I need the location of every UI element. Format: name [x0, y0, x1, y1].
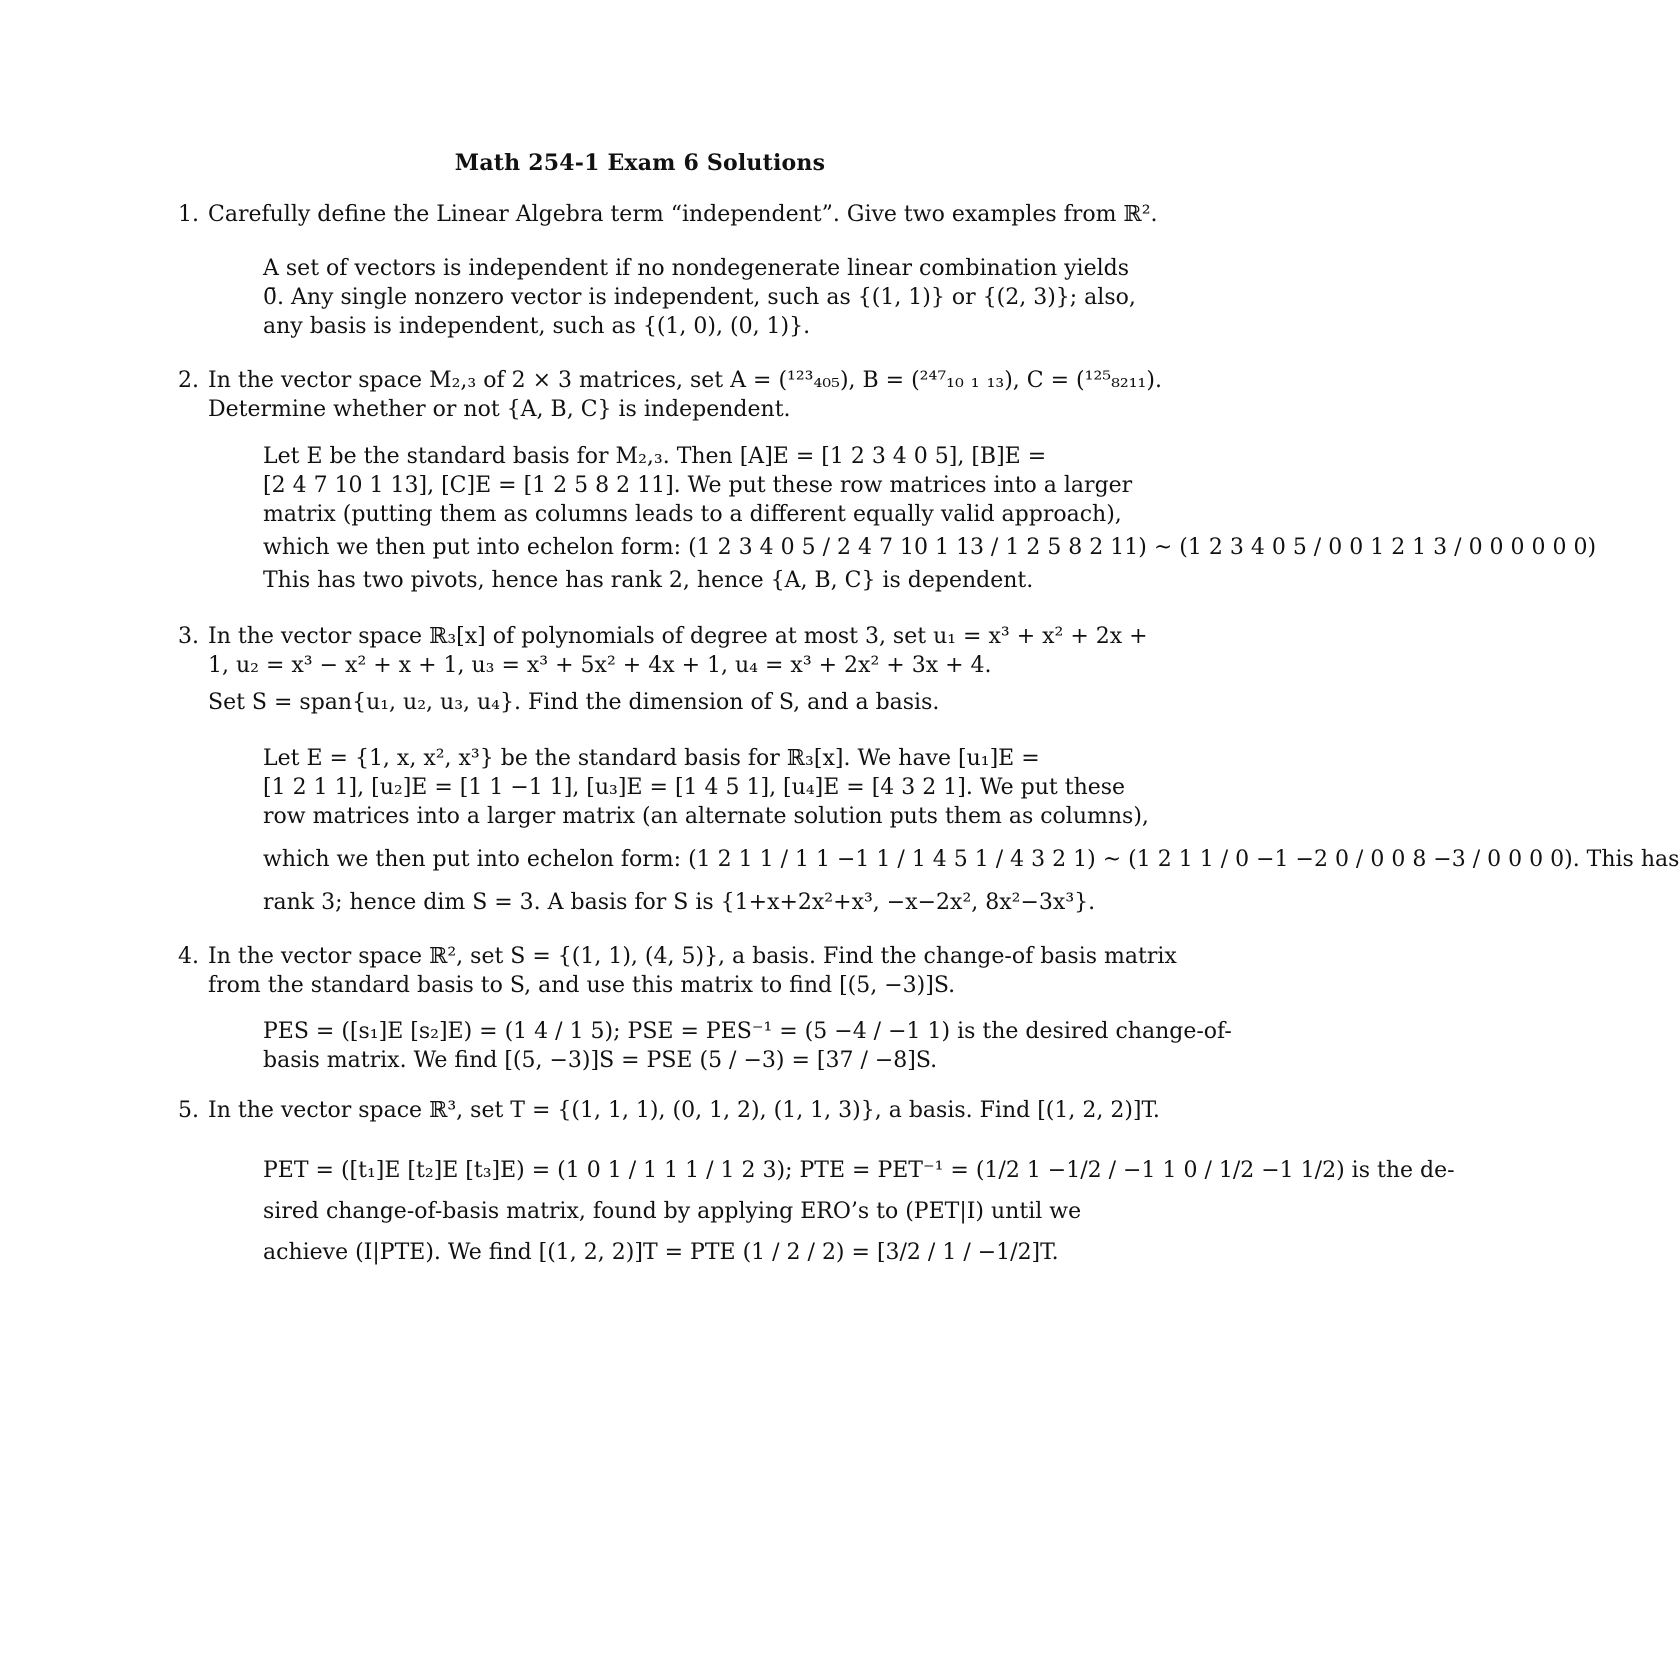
solution-line: Let E = {1, x, x², x³} be the standard basis for ℝ₃[x]. We have [u₁]E =: [263, 746, 1040, 771]
solution-line: which we then put into echelon form: (1 2 1 1 / 1 1 −1 1 / 1 4 5 1 / 4 3 2 1) ~ (1 2 1 1 / 0 −1 −2 0 / 0 0 8 −3 / 0 0 0 0). This has: [263, 847, 1679, 872]
solution-line: This has two pivots, hence has rank 2, hence {A, B, C} is dependent.: [263, 568, 1034, 593]
problem-number: 4.: [178, 944, 199, 969]
solution-line: rank 3; hence dim S = 3. A basis for S is {1+x+2x²+x³, −x−2x², 8x²−3x³}.: [263, 890, 1096, 915]
problem-statement-line: In the vector space ℝ₃[x] of polynomials of degree at most 3, set u₁ = x³ + x² + 2x +: [208, 624, 1148, 649]
problem-number: 5.: [178, 1098, 199, 1123]
solution-3: [263, 744, 1679, 917]
problem-statement-line: In the vector space M₂,₃ of 2 × 3 matrices, set A = (¹²³₄₀₅), B = (²⁴⁷₁₀ ₁ ₁₃), C = (¹²⁵₈₂₁₁).: [208, 368, 1162, 393]
problem-statement-line: In the vector space ℝ³, set T = {(1, 1, 1), (0, 1, 2), (1, 1, 3)}, a basis. Find [(1, 2, 2)]T.: [208, 1098, 1160, 1123]
problem-3: [178, 622, 1148, 717]
solution-line: Let E be the standard basis for M₂,₃. Then [A]E = [1 2 3 4 0 5], [B]E =: [263, 444, 1047, 469]
solution-line: any basis is independent, such as {(1, 0), (0, 1)}.: [263, 314, 811, 339]
solution-line: [2 4 7 10 1 13], [C]E = [1 2 5 8 2 11]. We put these row matrices into a larger: [263, 473, 1133, 498]
solution-line: row matrices into a larger matrix (an alternate solution puts them as columns),: [263, 804, 1149, 829]
solution-5: [263, 1156, 1455, 1267]
problem-statement-line: 1, u₂ = x³ − x² + x + 1, u₃ = x³ + 5x² + 4x + 1, u₄ = x³ + 2x² + 3x + 4.: [208, 653, 992, 678]
problem-statement-line: Carefully define the Linear Algebra term “independent”. Give two examples from ℝ².: [208, 202, 1158, 227]
problem-number: 3.: [178, 624, 199, 649]
problem-statement-line: In the vector space ℝ², set S = {(1, 1), (4, 5)}, a basis. Find the change-of basis matrix: [208, 944, 1177, 969]
problem-number: 2.: [178, 368, 199, 393]
solution-line: matrix (putting them as columns leads to a different equally valid approach),: [263, 502, 1122, 527]
solution-line: sired change-of-basis matrix, found by applying ERO’s to (PET|I) until we: [263, 1199, 1082, 1224]
problem-2: [178, 366, 1162, 424]
problem-4: [178, 942, 1177, 1000]
solution-line: PES = ([s₁]E [s₂]E) = (1 4 / 1 5); PSE = PES⁻¹ = (5 −4 / −1 1) is the desired change-of-: [263, 1019, 1232, 1044]
problem-1: [178, 200, 1158, 229]
solution-4: [263, 1017, 1232, 1075]
problem-5: [178, 1096, 1160, 1125]
solution-line: basis matrix. We find [(5, −3)]S = PSE (5 / −3) = [37 / −8]S.: [263, 1048, 938, 1073]
solution-line: achieve (I|PTE). We find [(1, 2, 2)]T = PTE (1 / 2 / 2) = [3/2 / 1 / −1/2]T.: [263, 1240, 1059, 1265]
problem-number: 1.: [178, 202, 199, 227]
problem-statement-line: Determine whether or not {A, B, C} is independent.: [208, 397, 791, 422]
solution-line: [1 2 1 1], [u₂]E = [1 1 −1 1], [u₃]E = [1 4 5 1], [u₄]E = [4 3 2 1]. We put these: [263, 775, 1126, 800]
solution-line: which we then put into echelon form: (1 2 3 4 0 5 / 2 4 7 10 1 13 / 1 2 5 8 2 11) ~ (1 2 3 4 0 5 / 0 0 1 2 1 3 / 0 0 0 0 0 0): [263, 535, 1597, 560]
page-title: Math 254-1 Exam 6 Solutions: [454, 150, 826, 176]
solution-line: 0̄. Any single nonzero vector is independent, such as {(1, 1)} or {(2, 3)}; also,: [263, 285, 1136, 310]
solution-line: PET = ([t₁]E [t₂]E [t₃]E) = (1 0 1 / 1 1 1 / 1 2 3); PTE = PET⁻¹ = (1/2 1 −1/2 / −1 1 0 / 1/2 −1 1/2) is the de-: [263, 1158, 1455, 1183]
solution-1: [263, 254, 1136, 341]
problem-statement-line: Set S = span{u₁, u₂, u₃, u₄}. Find the dimension of S, and a basis.: [208, 690, 940, 715]
problem-statement-line: from the standard basis to S, and use this matrix to find [(5, −3)]S.: [208, 973, 956, 998]
solution-2: [263, 442, 1597, 595]
solution-line: A set of vectors is independent if no nondegenerate linear combination yields: [263, 256, 1130, 281]
